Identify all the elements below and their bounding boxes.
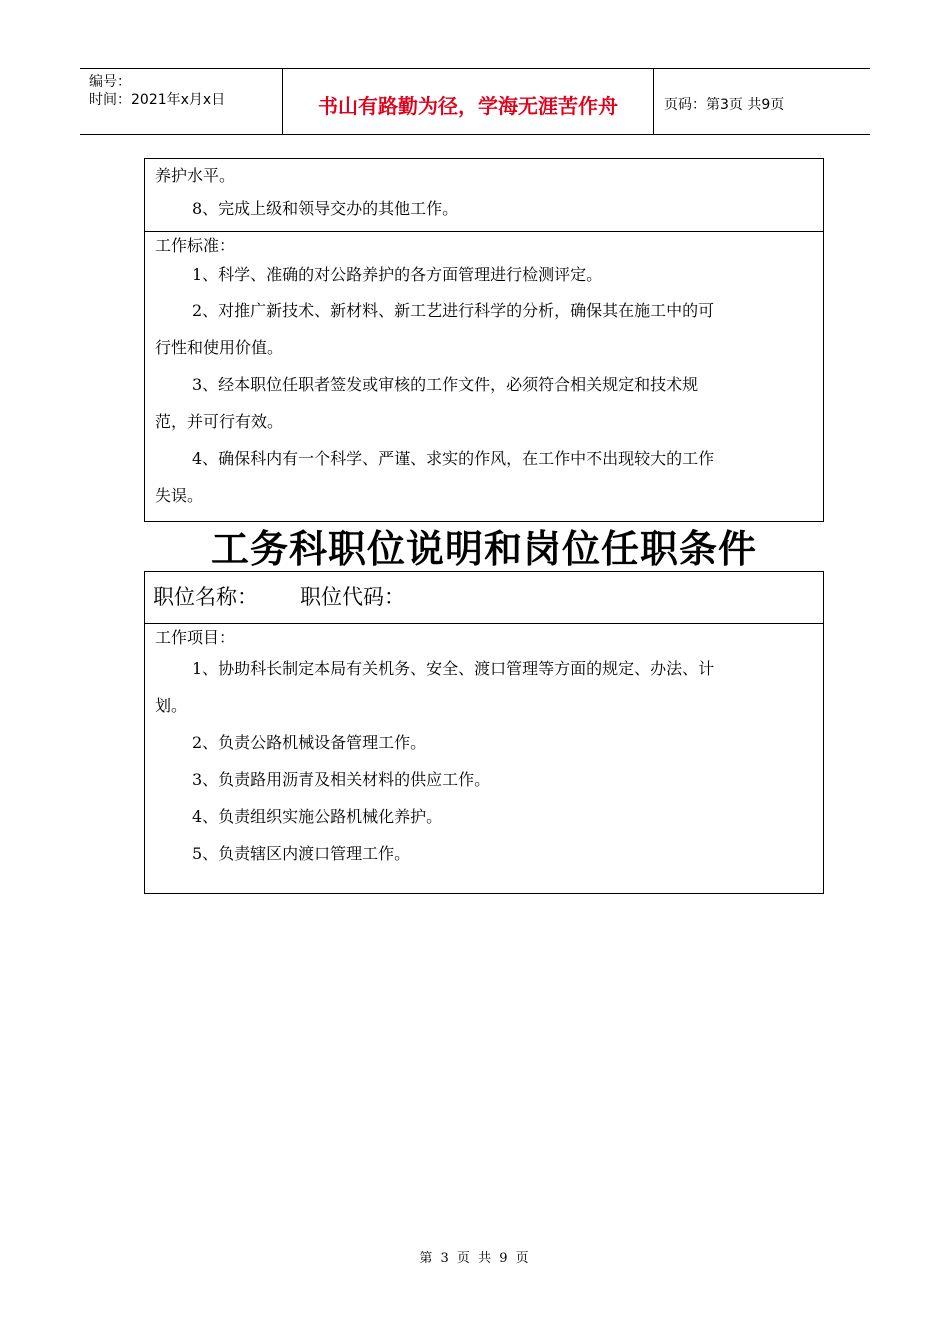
page-header: [80, 68, 870, 135]
continuation-text: 养护水平。: [155, 166, 236, 185]
standard-4-cont: 失误。: [155, 486, 204, 505]
standard-4: 4、确保科内有一个科学、严谨、求实的作风，在工作中不出现较大的工作: [192, 449, 715, 468]
header-motto: 书山有路勤为径，学海无涯苦作舟: [283, 69, 654, 134]
work-items-cell: [145, 623, 823, 893]
work-item-3: 3、负责路用沥青及相关材料的供应工作。: [192, 770, 491, 789]
duty-item-8: 8、完成上级和领导交办的其他工作。: [192, 199, 459, 218]
work-item-1-cont: 划。: [155, 696, 188, 715]
standards-label: 工作标准：: [155, 236, 236, 255]
position-header-cell: [145, 572, 823, 623]
page-footer: 第 3 页 共 9 页: [419, 1251, 531, 1266]
position-row: [145, 572, 823, 622]
duties-box: [144, 158, 824, 522]
header-page-label: 页码：第3页 共9页: [664, 96, 785, 113]
work-item-2: 2、负责公路机械设备管理工作。: [192, 733, 427, 752]
standard-3-cont: 范，并可行有效。: [155, 412, 284, 431]
standard-2: 2、对推广新技术、新材料、新工艺进行科学的分析，确保其在施工中的可: [192, 301, 715, 320]
number-label: 编号：: [89, 74, 131, 90]
section-title: 工务科职位说明和岗位任职条件: [210, 527, 757, 571]
work-items-label: 工作项目：: [155, 628, 236, 647]
standards-cell: [145, 231, 823, 521]
duties-continuation-cell: [145, 159, 823, 231]
position-code-label: 职位代码：: [300, 585, 405, 609]
position-name-label: 职位名称：: [153, 585, 258, 609]
work-item-1: 1、协助科长制定本局有关机务、安全、渡口管理等方面的规定、办法、计: [192, 659, 715, 678]
work-item-5: 5、负责辖区内渡口管理工作。: [192, 844, 411, 863]
standard-2-cont: 行性和使用价值。: [155, 338, 284, 357]
standard-1: 1、科学、准确的对公路养护的各方面管理进行检测评定。: [192, 265, 603, 284]
date-label: 时间：2021年x月x日: [89, 92, 226, 108]
standard-3: 3、经本职位任职者签发或审核的工作文件，必须符合相关规定和技术规: [192, 375, 699, 394]
position-box: [144, 571, 824, 894]
header-meta: [80, 69, 283, 134]
work-item-4: 4、负责组织实施公路机械化养护。: [192, 807, 443, 826]
